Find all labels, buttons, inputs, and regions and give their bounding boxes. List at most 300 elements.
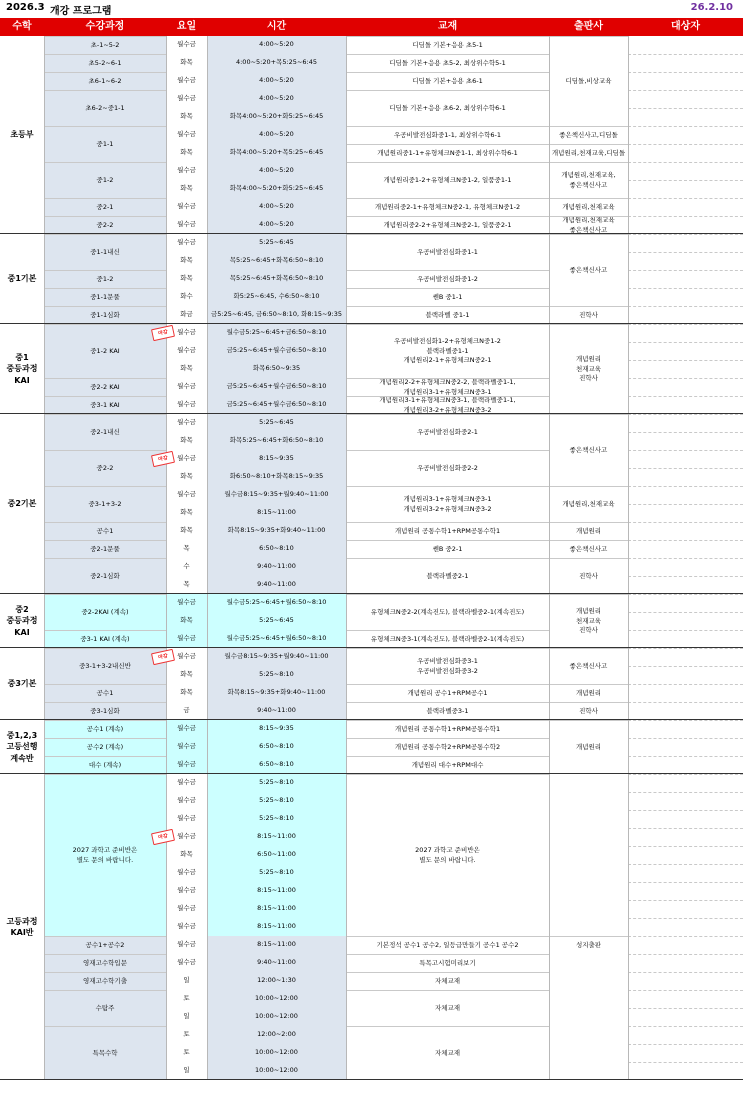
course-name: 수탐주 <box>44 990 166 1026</box>
publisher-cell: 개념원리 천재교육 진학사 <box>549 594 628 648</box>
time-cell: 4:00~5:20 <box>207 90 346 108</box>
time-cell: 5:25~8:10 <box>207 792 346 810</box>
book-cell: 개념원리3-1+유형체크N중3-1, 블랙라벨중1-1, 개념원리3-2+유형체크N중3-2 <box>346 396 549 414</box>
row-divider <box>628 396 743 397</box>
section-divider <box>0 773 743 774</box>
book-cell: 2027 과학고 준비반은 별도 문의 바랍니다. <box>346 774 549 936</box>
book-cell: 개념원리중2-2+유형체크N중2-1, 일품중2-1 <box>346 216 549 234</box>
section-label: 중2기본 <box>7 499 37 509</box>
time-cell: 4:00~5:20+목5:25~6:45 <box>207 54 346 72</box>
day-cell: 월수금 <box>166 648 207 666</box>
row-divider <box>628 1008 743 1009</box>
course-name: 공수2 (계속) <box>44 738 166 756</box>
section-divider <box>0 593 743 594</box>
time-cell: 화목8:15~9:35+화9:40~11:00 <box>207 522 346 540</box>
section-label: 중1기본 <box>7 274 37 284</box>
day-cell: 화목 <box>166 360 207 378</box>
book-cell: 개념원리 공통수학2+RPM공통수학2 <box>346 738 549 756</box>
day-cell: 월수금 <box>166 738 207 756</box>
course-name: 공수1+공수2 <box>44 936 166 954</box>
publisher-cell: 좋은책신사고 <box>549 414 628 486</box>
course-name: 중1-2 <box>44 162 166 198</box>
day-cell: 월수금 <box>166 720 207 738</box>
book-cell: 블랙라벨 중1-1 <box>346 306 549 324</box>
day-cell: 화목 <box>166 432 207 450</box>
course-name: 초6-1~6-2 <box>44 72 166 90</box>
section-label: 초등부 <box>10 130 34 140</box>
course-name: 영재고수학기출 <box>44 972 166 990</box>
time-cell: 목5:25~6:45+화목6:50~8:10 <box>207 270 346 288</box>
row-divider <box>628 558 743 559</box>
date-label: 26.2.10 <box>690 2 733 13</box>
day-cell: 토 <box>166 1026 207 1044</box>
row-divider <box>628 990 743 991</box>
row-divider <box>628 54 743 55</box>
publisher-cell: 개념원리 천재교육 진학사 <box>549 324 628 414</box>
time-cell: 10:00~12:00 <box>207 990 346 1008</box>
time-cell: 화목4:00~5:20+화5:25~6:45 <box>207 180 346 198</box>
course-name: 중1-1문풀 <box>44 288 166 306</box>
day-cell: 월수금 <box>166 90 207 108</box>
course-name: 중3-1+3-2 <box>44 486 166 522</box>
time-cell: 금5:25~6:45+월수금6:50~8:10 <box>207 378 346 396</box>
publisher-cell: 디딤돌,비상교육 <box>549 36 628 126</box>
publisher-cell: 성지출판 <box>549 936 628 954</box>
time-cell: 8:15~11:00 <box>207 936 346 954</box>
column-divider <box>549 36 550 1080</box>
time-cell: 4:00~5:20 <box>207 198 346 216</box>
row-divider <box>628 612 743 613</box>
time-cell: 8:15~11:00 <box>207 882 346 900</box>
row-divider <box>628 774 743 775</box>
day-cell: 월수금 <box>166 36 207 54</box>
time-cell: 8:15~9:35 <box>207 450 346 468</box>
row-divider <box>628 738 743 739</box>
course-name: 중2-2 <box>44 450 166 486</box>
section-label: 중2 중등과정 KAI <box>6 605 38 637</box>
course-name: 영재고수학입문 <box>44 954 166 972</box>
row-divider <box>628 108 743 109</box>
section-divider <box>0 719 743 720</box>
row-divider <box>628 342 743 343</box>
time-cell: 월수금5:25~6:45+월6:50~8:10 <box>207 594 346 612</box>
row-divider <box>628 252 743 253</box>
book-cell: 블랙라벨중2-1 <box>346 558 549 594</box>
publisher-cell: 진학사 <box>549 702 628 720</box>
day-cell: 월수금 <box>166 198 207 216</box>
day-cell: 월수금 <box>166 954 207 972</box>
day-cell: 월수금 <box>166 486 207 504</box>
row-divider <box>628 792 743 793</box>
course-name: 중3-1+3-2내신반 <box>44 648 166 684</box>
row-divider <box>628 1062 743 1063</box>
row-divider <box>628 306 743 307</box>
day-cell: 일 <box>166 1008 207 1026</box>
course-name: 특목수학 <box>44 1026 166 1080</box>
course-name: 초5-2~6-1 <box>44 54 166 72</box>
row-divider <box>628 450 743 451</box>
row-divider <box>628 432 743 433</box>
closed-badge: 마감 <box>151 649 175 665</box>
section-label: 중3기본 <box>7 679 37 689</box>
day-cell: 월수금 <box>166 864 207 882</box>
closed-badge: 마감 <box>151 325 175 341</box>
row-divider <box>628 810 743 811</box>
day-cell: 화목 <box>166 846 207 864</box>
course-name: 중1-2 <box>44 270 166 288</box>
publisher-cell: 좋은책신사고 <box>549 648 628 684</box>
publisher-cell: 개념원리,천재교육 좋은책신사고 <box>549 216 628 234</box>
day-cell: 목 <box>166 540 207 558</box>
day-cell: 월수금 <box>166 774 207 792</box>
book-cell: 디딤돌 기본+응용 초6-1 <box>346 72 549 90</box>
book-cell: 개념원리 공통수학1+RPM공통수학1 <box>346 522 549 540</box>
time-cell: 5:25~8:10 <box>207 774 346 792</box>
time-cell: 화5:25~6:45, 수6:50~8:10 <box>207 288 346 306</box>
row-divider <box>628 684 743 685</box>
time-cell: 월수금8:15~9:35+월9:40~11:00 <box>207 648 346 666</box>
time-cell: 10:00~12:00 <box>207 1062 346 1080</box>
time-cell: 화목6:50~9:35 <box>207 360 346 378</box>
day-cell: 수 <box>166 558 207 576</box>
row-divider <box>628 90 743 91</box>
book-cell: 디딤돌 기본+응용 초6-2, 최상위수학6-1 <box>346 90 549 126</box>
time-cell: 화6:50~8:10+화목8:15~9:35 <box>207 468 346 486</box>
row-divider <box>628 972 743 973</box>
row-divider <box>628 864 743 865</box>
day-cell: 월수금 <box>166 936 207 954</box>
header-book: 교재 <box>437 21 458 32</box>
time-cell: 6:50~8:10 <box>207 756 346 774</box>
row-divider <box>628 234 743 235</box>
row-divider <box>628 918 743 919</box>
book-cell: 개념원리중1-2+유형체크N중1-2, 일품중1-1 <box>346 162 549 198</box>
row-divider <box>628 1044 743 1045</box>
time-cell: 4:00~5:20 <box>207 162 346 180</box>
book-cell: 쎈B 중2-1 <box>346 540 549 558</box>
section-divider <box>0 413 743 414</box>
time-cell: 6:50~8:10 <box>207 738 346 756</box>
time-cell: 9:40~11:00 <box>207 702 346 720</box>
header-course: 수강과정 <box>85 21 125 32</box>
course-name: 초-1~5-2 <box>44 36 166 54</box>
day-cell: 화목 <box>166 468 207 486</box>
closed-badge: 마감 <box>151 451 175 467</box>
book-cell: 자체교재 <box>346 990 549 1026</box>
time-cell: 6:50~11:00 <box>207 846 346 864</box>
course-name: 중1-1심화 <box>44 306 166 324</box>
row-divider <box>628 756 743 757</box>
time-cell: 5:25~6:45 <box>207 414 346 432</box>
course-name: 공수1 <box>44 684 166 702</box>
time-cell: 6:50~8:10 <box>207 540 346 558</box>
course-name: 공수1 <box>44 522 166 540</box>
book-cell: 블랙라벨중3-1 <box>346 702 549 720</box>
day-cell: 화수 <box>166 288 207 306</box>
course-name: 중2-1 <box>44 198 166 216</box>
time-cell: 화목8:15~9:35+화9:40~11:00 <box>207 684 346 702</box>
row-divider <box>628 216 743 217</box>
time-cell: 4:00~5:20 <box>207 72 346 90</box>
day-cell: 화목 <box>166 666 207 684</box>
book-cell: 개념원리중2-1+유형체크N중2-1, 유형체크N중1-2 <box>346 198 549 216</box>
book-cell: 우공비발전심화중2-1 <box>346 414 549 450</box>
row-divider <box>628 720 743 721</box>
course-name: 초6-2~중1-1 <box>44 90 166 126</box>
book-cell: 우공비발전심화중2-2 <box>346 450 549 486</box>
time-cell: 5:25~8:10 <box>207 666 346 684</box>
title-bar <box>0 0 743 18</box>
time-cell: 4:00~5:20 <box>207 36 346 54</box>
day-cell: 화목 <box>166 684 207 702</box>
publisher-cell: 개념원리,천재교육,디딤돌 <box>549 144 628 162</box>
publisher-cell: 좋은책신사고 <box>549 540 628 558</box>
course-name: 중1-1 <box>44 126 166 162</box>
day-cell: 화목 <box>166 612 207 630</box>
row-divider <box>628 846 743 847</box>
book-cell: 개념원리 공통수학1+RPM공통수학1 <box>346 720 549 738</box>
day-cell: 월수금 <box>166 378 207 396</box>
day-cell: 화목 <box>166 54 207 72</box>
book-cell: 개념원리 공수1+RPM공수1 <box>346 684 549 702</box>
book-cell: 우공비발전심화중1-1 <box>346 234 549 270</box>
day-cell: 토 <box>166 1044 207 1062</box>
section-label: 고등과정 KAI반 <box>6 916 38 937</box>
day-cell: 월수금 <box>166 630 207 648</box>
section-divider <box>0 323 743 324</box>
time-cell: 5:25~6:45 <box>207 612 346 630</box>
time-cell: 12:00~2:00 <box>207 1026 346 1044</box>
time-cell: 화목4:00~5:20+화5:25~6:45 <box>207 108 346 126</box>
closed-badge: 마감 <box>151 829 175 845</box>
row-divider <box>628 900 743 901</box>
course-name: 중2-2 <box>44 216 166 234</box>
time-cell: 목5:25~6:45+화목6:50~8:10 <box>207 252 346 270</box>
book-cell: 개념원리중1-1+유형체크N중1-1, 최상위수학6-1 <box>346 144 549 162</box>
course-name: 중3-1심화 <box>44 702 166 720</box>
time-cell: 10:00~12:00 <box>207 1008 346 1026</box>
day-cell: 일 <box>166 972 207 990</box>
publisher-cell: 개념원리 <box>549 522 628 540</box>
time-cell: 9:40~11:00 <box>207 558 346 576</box>
day-cell: 화목 <box>166 522 207 540</box>
book-cell: 기본정석 공수1 공수2, 일등급만들기 공수1 공수2 <box>346 936 549 954</box>
row-divider <box>628 1026 743 1027</box>
day-cell: 월수금 <box>166 882 207 900</box>
publisher-cell: 좋은책신사고 <box>549 234 628 306</box>
book-cell: 개념원리3-1+유형체크N중3-1 개념원리3-2+유형체크N중3-2 <box>346 486 549 522</box>
row-divider <box>628 126 743 127</box>
day-cell: 토 <box>166 990 207 1008</box>
course-name: 2027 과학고 준비반은 별도 문의 바랍니다. <box>44 774 166 936</box>
course-name: 중2-2KAI (계속) <box>44 594 166 630</box>
day-cell: 화목 <box>166 144 207 162</box>
program-title: 개강 프로그램 <box>50 6 112 17</box>
book-cell: 우공비발전심화1-2+유형체크N중1-2 블랙라벨중1-1 개념원리2-1+유형체크N중2-1 <box>346 324 549 378</box>
time-cell: 12:00~1:30 <box>207 972 346 990</box>
day-cell: 월수금 <box>166 126 207 144</box>
column-divider <box>166 36 167 1080</box>
book-cell: 쎈B 중1-1 <box>346 288 549 306</box>
publisher-cell: 진학사 <box>549 306 628 324</box>
day-cell: 월수금 <box>166 918 207 936</box>
day-cell: 금 <box>166 702 207 720</box>
section-divider <box>0 1079 743 1080</box>
time-cell: 8:15~11:00 <box>207 828 346 846</box>
time-cell: 월수금5:25~6:45+금6:50~8:10 <box>207 324 346 342</box>
book-cell: 디딤돌 기본+응용 초5-2, 최상위수학5-1 <box>346 54 549 72</box>
time-cell: 8:15~11:00 <box>207 918 346 936</box>
publisher-cell: 좋은책신사고,디딤돌 <box>549 126 628 144</box>
row-divider <box>628 288 743 289</box>
row-divider <box>628 828 743 829</box>
row-divider <box>628 198 743 199</box>
schedule-table <box>0 36 743 1117</box>
time-cell: 5:25~8:10 <box>207 810 346 828</box>
course-name: 중2-2 KAI <box>44 378 166 396</box>
course-name: 중2-1심화 <box>44 558 166 594</box>
day-cell: 화목 <box>166 108 207 126</box>
row-divider <box>628 936 743 937</box>
course-name: 중3-1 KAI <box>44 396 166 414</box>
book-cell: 유형체크N중3-1(계속진도), 블랙라벨중2-1(계속진도) <box>346 630 549 648</box>
book-cell: 특목고시험미리보기 <box>346 954 549 972</box>
time-cell: 화목5:25~6:45+화6:50~8:10 <box>207 432 346 450</box>
publisher-cell: 진학사 <box>549 558 628 594</box>
publisher-cell: 개념원리 <box>549 720 628 774</box>
time-cell: 화목4:00~5:20+목5:25~6:45 <box>207 144 346 162</box>
row-divider <box>628 360 743 361</box>
book-cell: 디딤돌 기본+응용 초5-1 <box>346 36 549 54</box>
publisher-cell: 개념원리,천재교육 <box>549 486 628 522</box>
day-cell: 월수금 <box>166 72 207 90</box>
column-divider <box>346 36 347 1080</box>
time-cell: 4:00~5:20 <box>207 216 346 234</box>
day-cell: 월수금 <box>166 810 207 828</box>
day-cell: 월수금 <box>166 216 207 234</box>
book-cell: 자체교재 <box>346 1026 549 1080</box>
column-divider <box>628 36 629 1080</box>
year-label: 2026.3 <box>6 2 45 13</box>
day-cell: 화목 <box>166 252 207 270</box>
day-cell: 월수금 <box>166 900 207 918</box>
publisher-cell: 개념원리,천재교육 <box>549 198 628 216</box>
day-cell: 화목 <box>166 180 207 198</box>
time-cell: 8:15~11:00 <box>207 900 346 918</box>
row-divider <box>628 666 743 667</box>
publisher-cell: 개념원리,천재교육, 좋은책신사고 <box>549 162 628 198</box>
table-header <box>0 18 743 36</box>
course-name: 대수 (계속) <box>44 756 166 774</box>
day-cell: 월수금 <box>166 324 207 342</box>
column-divider <box>44 36 45 1080</box>
row-divider <box>628 468 743 469</box>
day-cell: 월수금 <box>166 828 207 846</box>
day-cell: 화금 <box>166 306 207 324</box>
row-divider <box>628 486 743 487</box>
day-cell: 월수금 <box>166 396 207 414</box>
header-subject: 수학 <box>12 21 32 32</box>
book-cell: 자체교재 <box>346 972 549 990</box>
book-cell: 우공비발전심화중1-1, 최상위수학6-1 <box>346 126 549 144</box>
course-name: 중1-1내신 <box>44 234 166 270</box>
book-cell: 유형체크N중2-2(계속진도), 블랙라벨중2-1(계속진도) <box>346 594 549 630</box>
row-divider <box>628 576 743 577</box>
row-divider <box>628 72 743 73</box>
time-cell: 9:40~11:00 <box>207 954 346 972</box>
row-divider <box>628 180 743 181</box>
day-cell: 월수금 <box>166 756 207 774</box>
section-label: 중1 중등과정 KAI <box>6 353 38 385</box>
time-cell: 월수금5:25~6:45+월6:50~8:10 <box>207 630 346 648</box>
course-name: 중3-1 KAI (계속) <box>44 630 166 648</box>
course-name: 공수1 (계속) <box>44 720 166 738</box>
time-cell: 금5:25~6:45+월수금6:50~8:10 <box>207 396 346 414</box>
section-divider <box>0 233 743 234</box>
row-divider <box>628 504 743 505</box>
row-divider <box>628 162 743 163</box>
book-cell: 우공비발전심화중3-1 우공비발전심화중3-2 <box>346 648 549 684</box>
column-divider <box>207 36 208 1080</box>
header-target: 대상자 <box>671 21 700 32</box>
header-publisher: 출판사 <box>574 21 603 32</box>
time-cell: 4:00~5:20 <box>207 126 346 144</box>
day-cell: 화목 <box>166 504 207 522</box>
row-divider <box>628 414 743 415</box>
course-name: 중1-2 KAI <box>44 324 166 378</box>
time-cell: 금5:25~6:45, 금6:50~8:10, 화8:15~9:35 <box>207 306 346 324</box>
section-label: 중1,2,3 고등선행 계속반 <box>6 731 38 763</box>
time-cell: 10:00~12:00 <box>207 1044 346 1062</box>
row-divider <box>628 324 743 325</box>
book-cell: 우공비발전심화중1-2 <box>346 270 549 288</box>
row-divider <box>628 522 743 523</box>
day-cell: 화목 <box>166 270 207 288</box>
row-divider <box>628 594 743 595</box>
course-name: 중2-1문풀 <box>44 540 166 558</box>
time-cell: 5:25~8:10 <box>207 864 346 882</box>
time-cell: 5:25~6:45 <box>207 234 346 252</box>
day-cell: 월수금 <box>166 342 207 360</box>
row-divider <box>628 270 743 271</box>
row-divider <box>628 648 743 649</box>
time-cell: 월수금8:15~9:35+월9:40~11:00 <box>207 486 346 504</box>
time-cell: 금5:25~6:45+월수금6:50~8:10 <box>207 342 346 360</box>
day-cell: 일 <box>166 1062 207 1080</box>
day-cell: 월수금 <box>166 450 207 468</box>
day-cell: 월수금 <box>166 414 207 432</box>
header-time: 시간 <box>266 21 287 32</box>
course-name: 중2-1내신 <box>44 414 166 450</box>
day-cell: 월수금 <box>166 792 207 810</box>
row-divider <box>628 144 743 145</box>
row-divider <box>628 702 743 703</box>
row-divider <box>628 954 743 955</box>
book-cell: 개념원리2-2+유형체크N중2-2, 블랙라벨중1-1, 개념원리3-1+유형체크N중3-1 <box>346 378 549 396</box>
row-divider <box>628 630 743 631</box>
publisher-cell: 개념원리 <box>549 684 628 702</box>
time-cell: 9:40~11:00 <box>207 576 346 594</box>
day-cell: 월수금 <box>166 234 207 252</box>
row-divider <box>628 882 743 883</box>
header-day: 요일 <box>176 21 197 32</box>
row-divider <box>628 378 743 379</box>
day-cell: 목 <box>166 576 207 594</box>
time-cell: 8:15~11:00 <box>207 504 346 522</box>
day-cell: 월수금 <box>166 594 207 612</box>
time-cell: 8:15~9:35 <box>207 720 346 738</box>
section-divider <box>0 647 743 648</box>
